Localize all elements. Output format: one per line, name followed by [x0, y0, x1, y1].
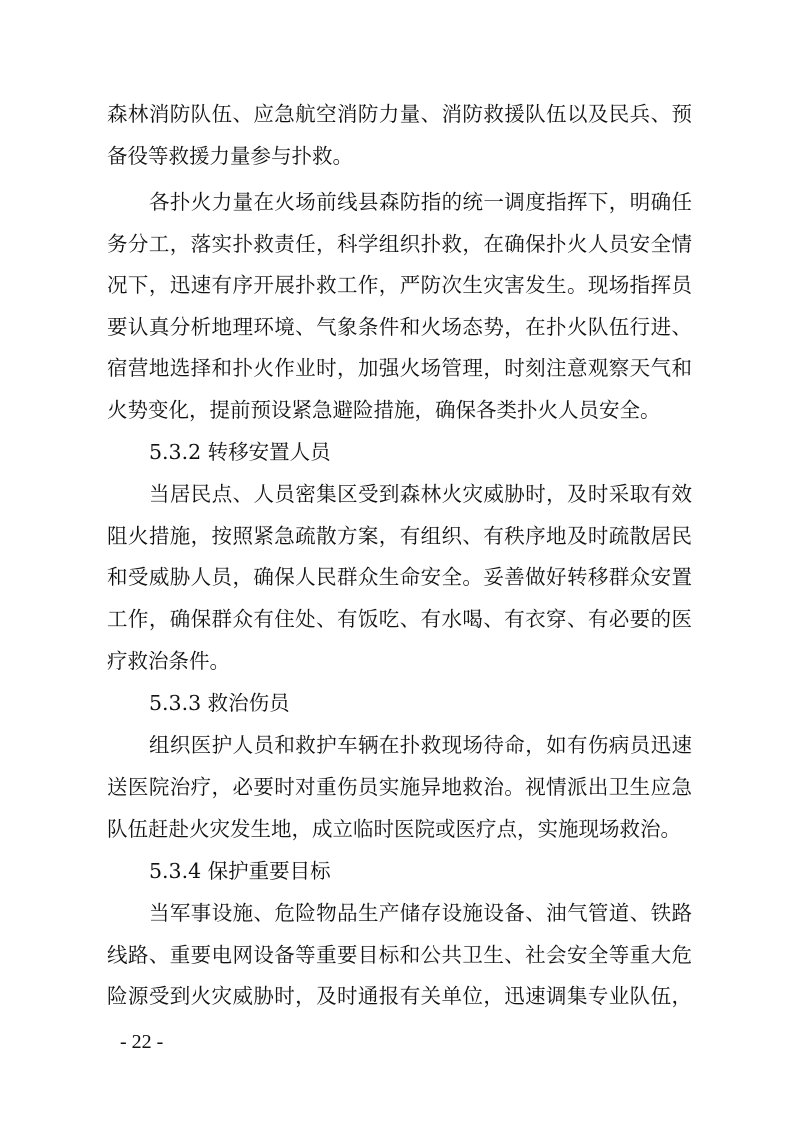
section-heading: 5.3.2 转移安置人员 — [149, 440, 331, 464]
body-text-line: 队伍赶赴火灾发生地，成立临时医院或医疗点，实施现场救治。 — [107, 817, 681, 841]
page-number: - 22 - — [120, 1031, 164, 1053]
body-text-line: 疗救治条件。 — [107, 649, 230, 673]
body-text-line: 森林消防队伍、应急航空消防力量、消防救援队伍以及民兵、预 — [107, 102, 692, 126]
body-text-line: 险源受到火灾威胁时，及时通报有关单位，迅速调集专业队伍， — [107, 984, 692, 1008]
body-text-line: 当居民点、人员密集区受到森林火灾威胁时，及时采取有效 — [149, 482, 692, 506]
body-text-line: 火势变化，提前预设紧急避险措施，确保各类扑火人员安全。 — [107, 398, 661, 422]
body-text-line: 阻火措施，按照紧急疏散方案，有组织、有秩序地及时疏散居民 — [107, 524, 692, 548]
body-text-line: 备役等救援力量参与扑救。 — [107, 144, 353, 168]
body-text-line: 要认真分析地理环境、气象条件和火场态势，在扑火队伍行进、 — [107, 315, 692, 339]
body-text-line: 各扑火力量在火场前线县森防指的统一调度指挥下，明确任 — [149, 190, 692, 214]
body-text-line: 宿营地选择和扑火作业时，加强火场管理，时刻注意观察天气和 — [107, 356, 692, 380]
section-heading: 5.3.3 救治伤员 — [149, 691, 290, 715]
body-text-line: 和受威胁人员，确保人民群众生命安全。妥善做好转移群众安置 — [107, 565, 692, 589]
body-text-line: 务分工，落实扑救责任，科学组织扑救，在确保扑火人员安全情 — [107, 232, 692, 256]
section-heading: 5.3.4 保护重要目标 — [149, 859, 331, 883]
body-text-line: 组织医护人员和救护车辆在扑救现场待命，如有伤病员迅速 — [149, 733, 692, 757]
body-text-line: 当军事设施、危险物品生产储存设施设备、油气管道、铁路 — [149, 901, 692, 925]
body-text-line: 况下，迅速有序开展扑救工作，严防次生灾害发生。现场指挥员 — [107, 273, 692, 297]
body-text-line: 线路、重要电网设备等重要目标和公共卫生、社会安全等重大危 — [107, 943, 692, 967]
body-text-line: 工作，确保群众有住处、有饭吃、有水喝、有衣穿、有必要的医 — [107, 607, 692, 631]
body-text-line: 送医院治疗，必要时对重伤员实施异地救治。视情派出卫生应急 — [107, 775, 692, 799]
